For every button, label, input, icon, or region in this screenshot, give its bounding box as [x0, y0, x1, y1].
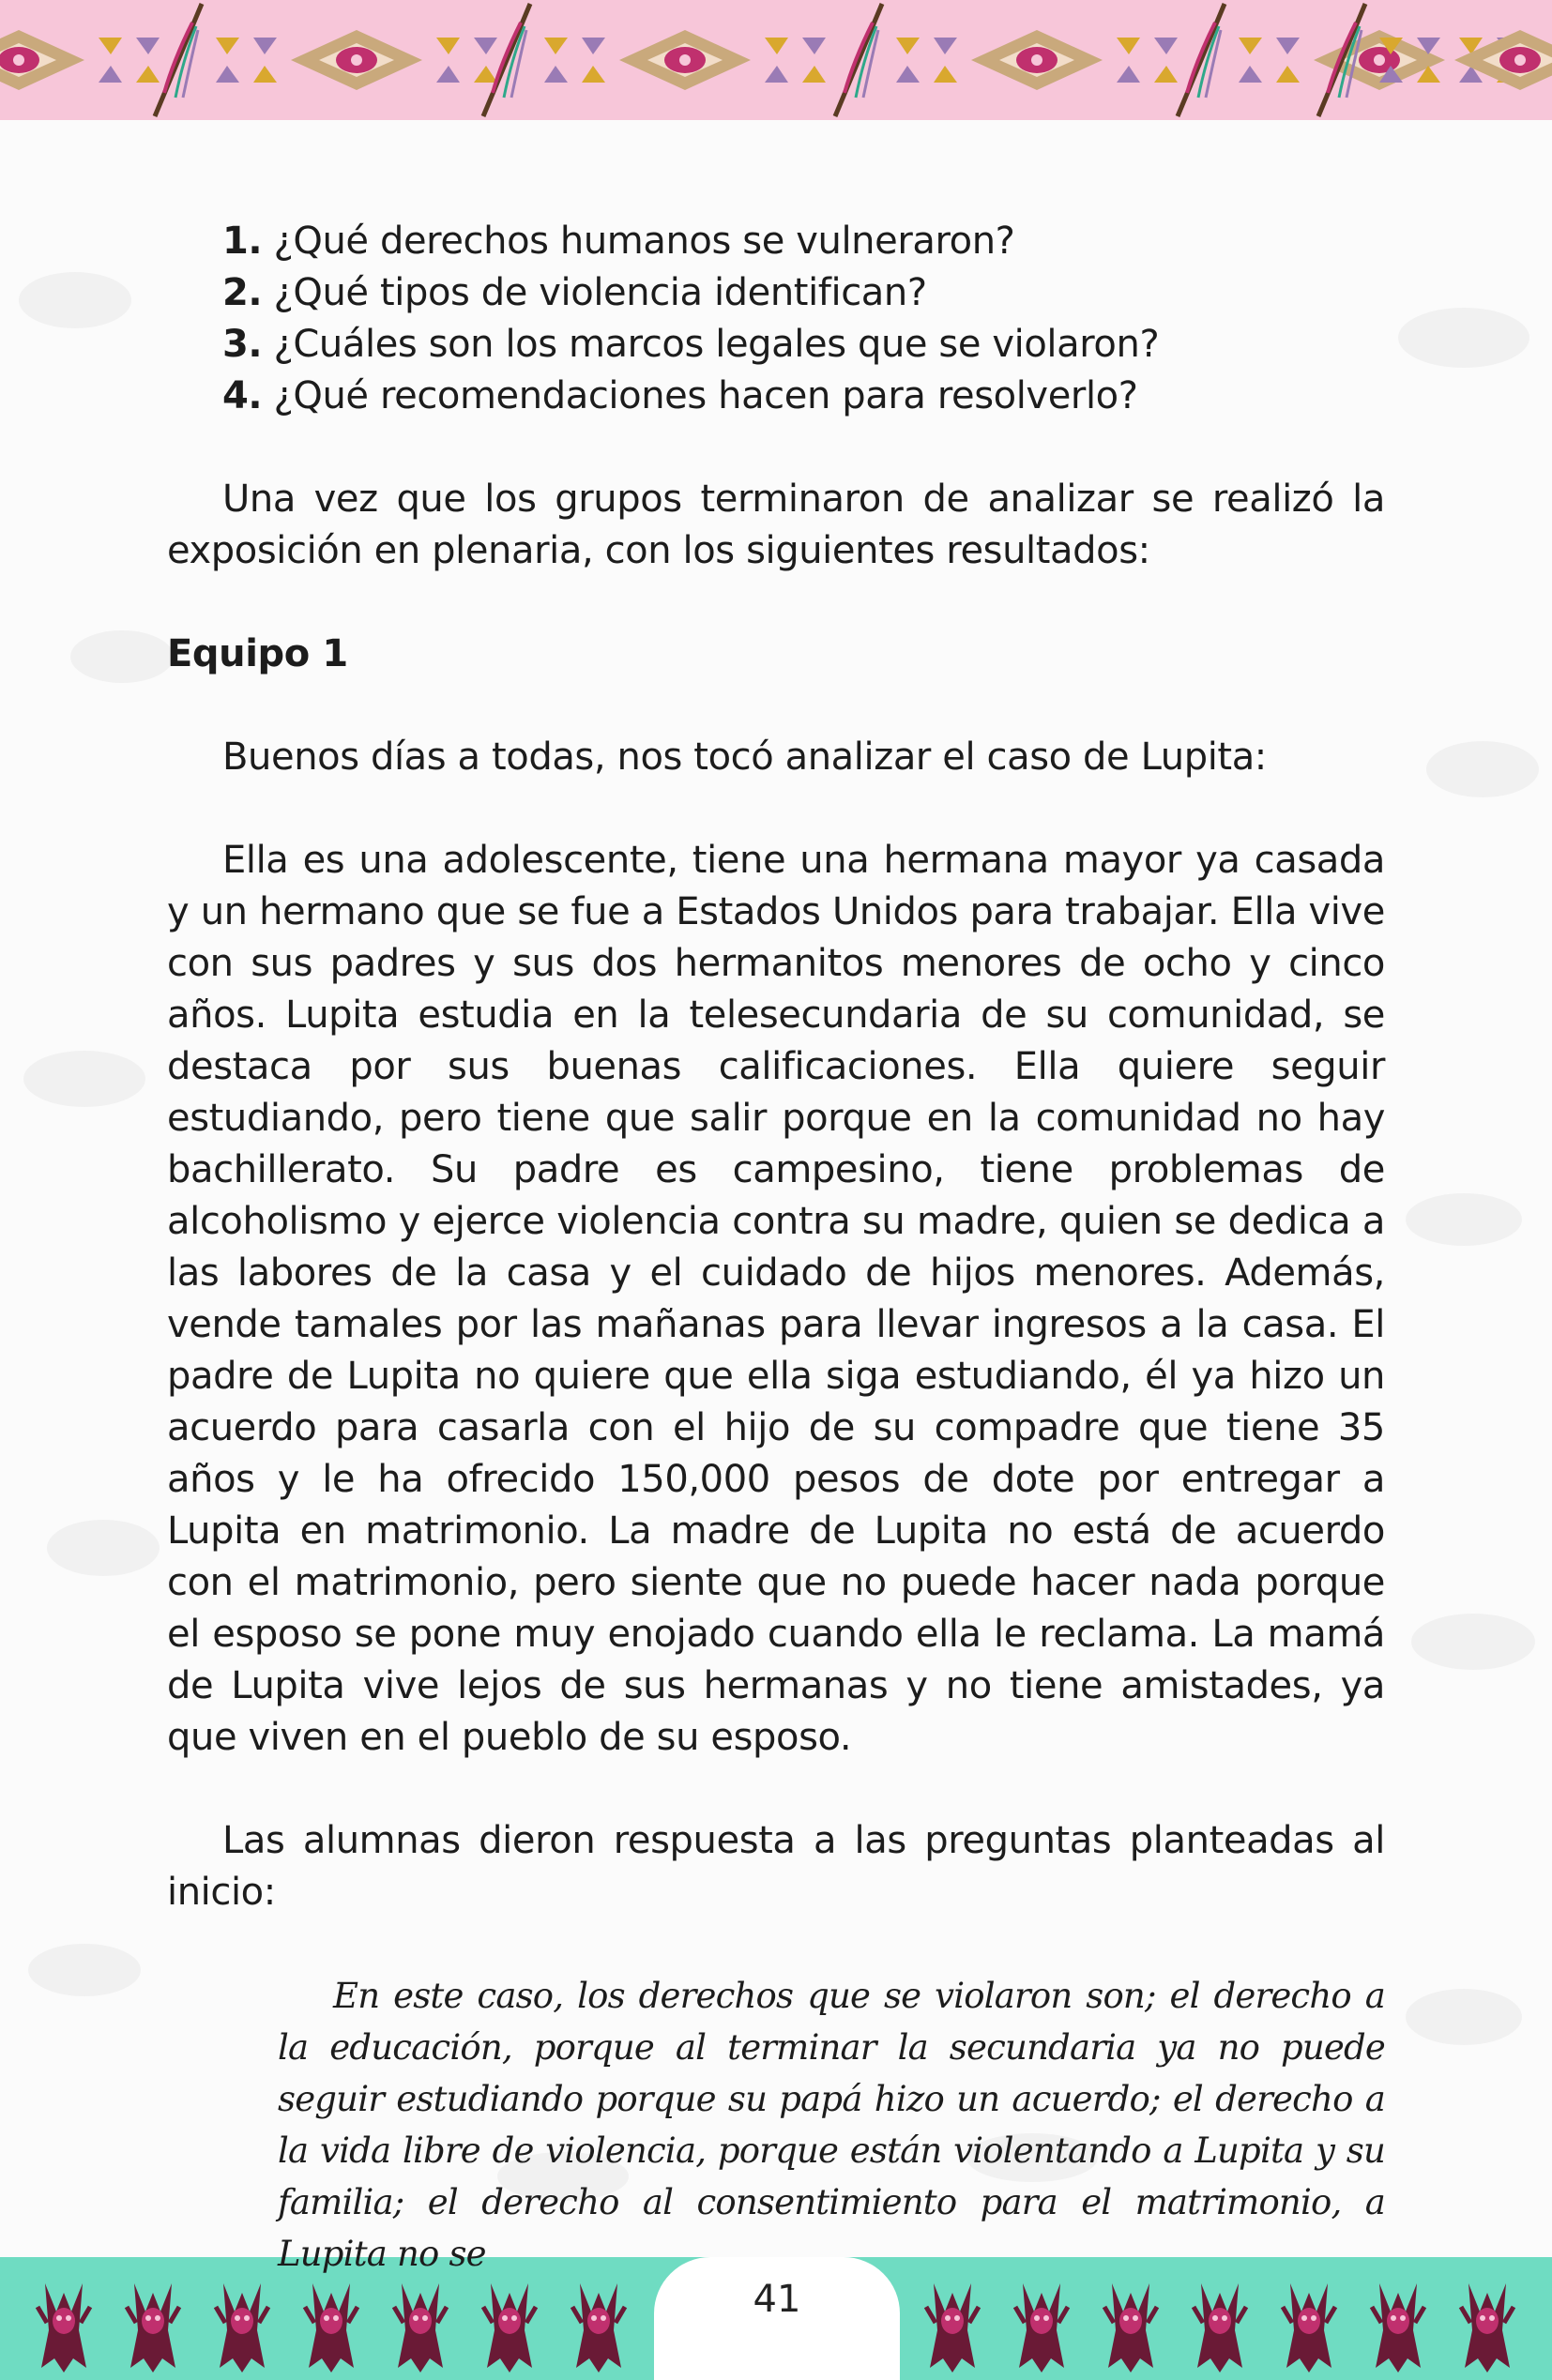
question-item: 1. ¿Qué derechos humanos se vulneraron?: [222, 220, 1015, 263]
page-number: 41: [753, 2278, 801, 2321]
answer-quote: En este caso, los derechos que se violaron son; el derecho a la educación, porque al terminar la secundaria ya no puede seguir estudiando porque su papá hizo un acuerdo; el derecho a la vida libre de violencia, porque están violentando a Lupita y su familia; el derecho al consentimiento para el matrimonio, a Lupita no se: [278, 1976, 1385, 2274]
team-heading: Equipo 1: [167, 632, 348, 675]
top-decorative-border: [0, 0, 1552, 120]
greeting-paragraph: Buenos días a todas, nos tocó analizar el caso de Lupita:: [222, 735, 1267, 779]
question-item: 2. ¿Qué tipos de violencia identifican?: [222, 271, 927, 314]
intro-paragraph: Una vez que los grupos terminaron de analizar se realizó la exposición en plenaria, con los siguientes resultados:: [167, 478, 1385, 572]
page-content: [167, 216, 1385, 2280]
embroidered-diamond-motif-border: [0, 0, 1552, 120]
case-paragraph: Ella es una adolescente, tiene una hermana mayor ya casada y un hermano que se fue a Estados Unidos para trabajar. Ella vive con sus padres y sus dos hermanitos menores de ocho y cinco años. Lupita estudia en la telesecundaria de su comunidad, se destaca por sus buenas calificaciones. Ella quiere seguir estudiando, pero tiene que salir porque en la comunidad no hay bachillerato. Su padre es campesino, tiene problemas de alcoholismo y ejerce violencia contra su madre, quien se dedica a las labores de la casa y el cuidado de hijos menores. Además, vende tamales por las mañanas para llevar ingresos a la casa. El padre de Lupita no quiere que ella siga estudiando, él ya hizo un acuerdo para casarla con el hijo de su compadre que tiene 35 años y le ha ofrecido 150,000 pesos de dote por entregar a Lupita en matrimonio. La madre de Lupita no está de acuerdo con el matrimonio, pero siente que no puede hacer nada porque el esposo se pone muy enojado cuando ella le reclama. La mamá de Lupita vive lejos de sus hermanas y no tiene amistades, ya que viven en el pueblo de su esposo.: [167, 839, 1385, 1759]
question-item: 4. ¿Qué recomendaciones hacen para resolverlo?: [222, 374, 1138, 417]
question-item: 3. ¿Cuáles son los marcos legales que se violaron?: [222, 323, 1160, 366]
answers-intro-paragraph: Las alumnas dieron respuesta a las preguntas planteadas al inicio:: [167, 1819, 1385, 1914]
question-list: [222, 216, 1385, 422]
